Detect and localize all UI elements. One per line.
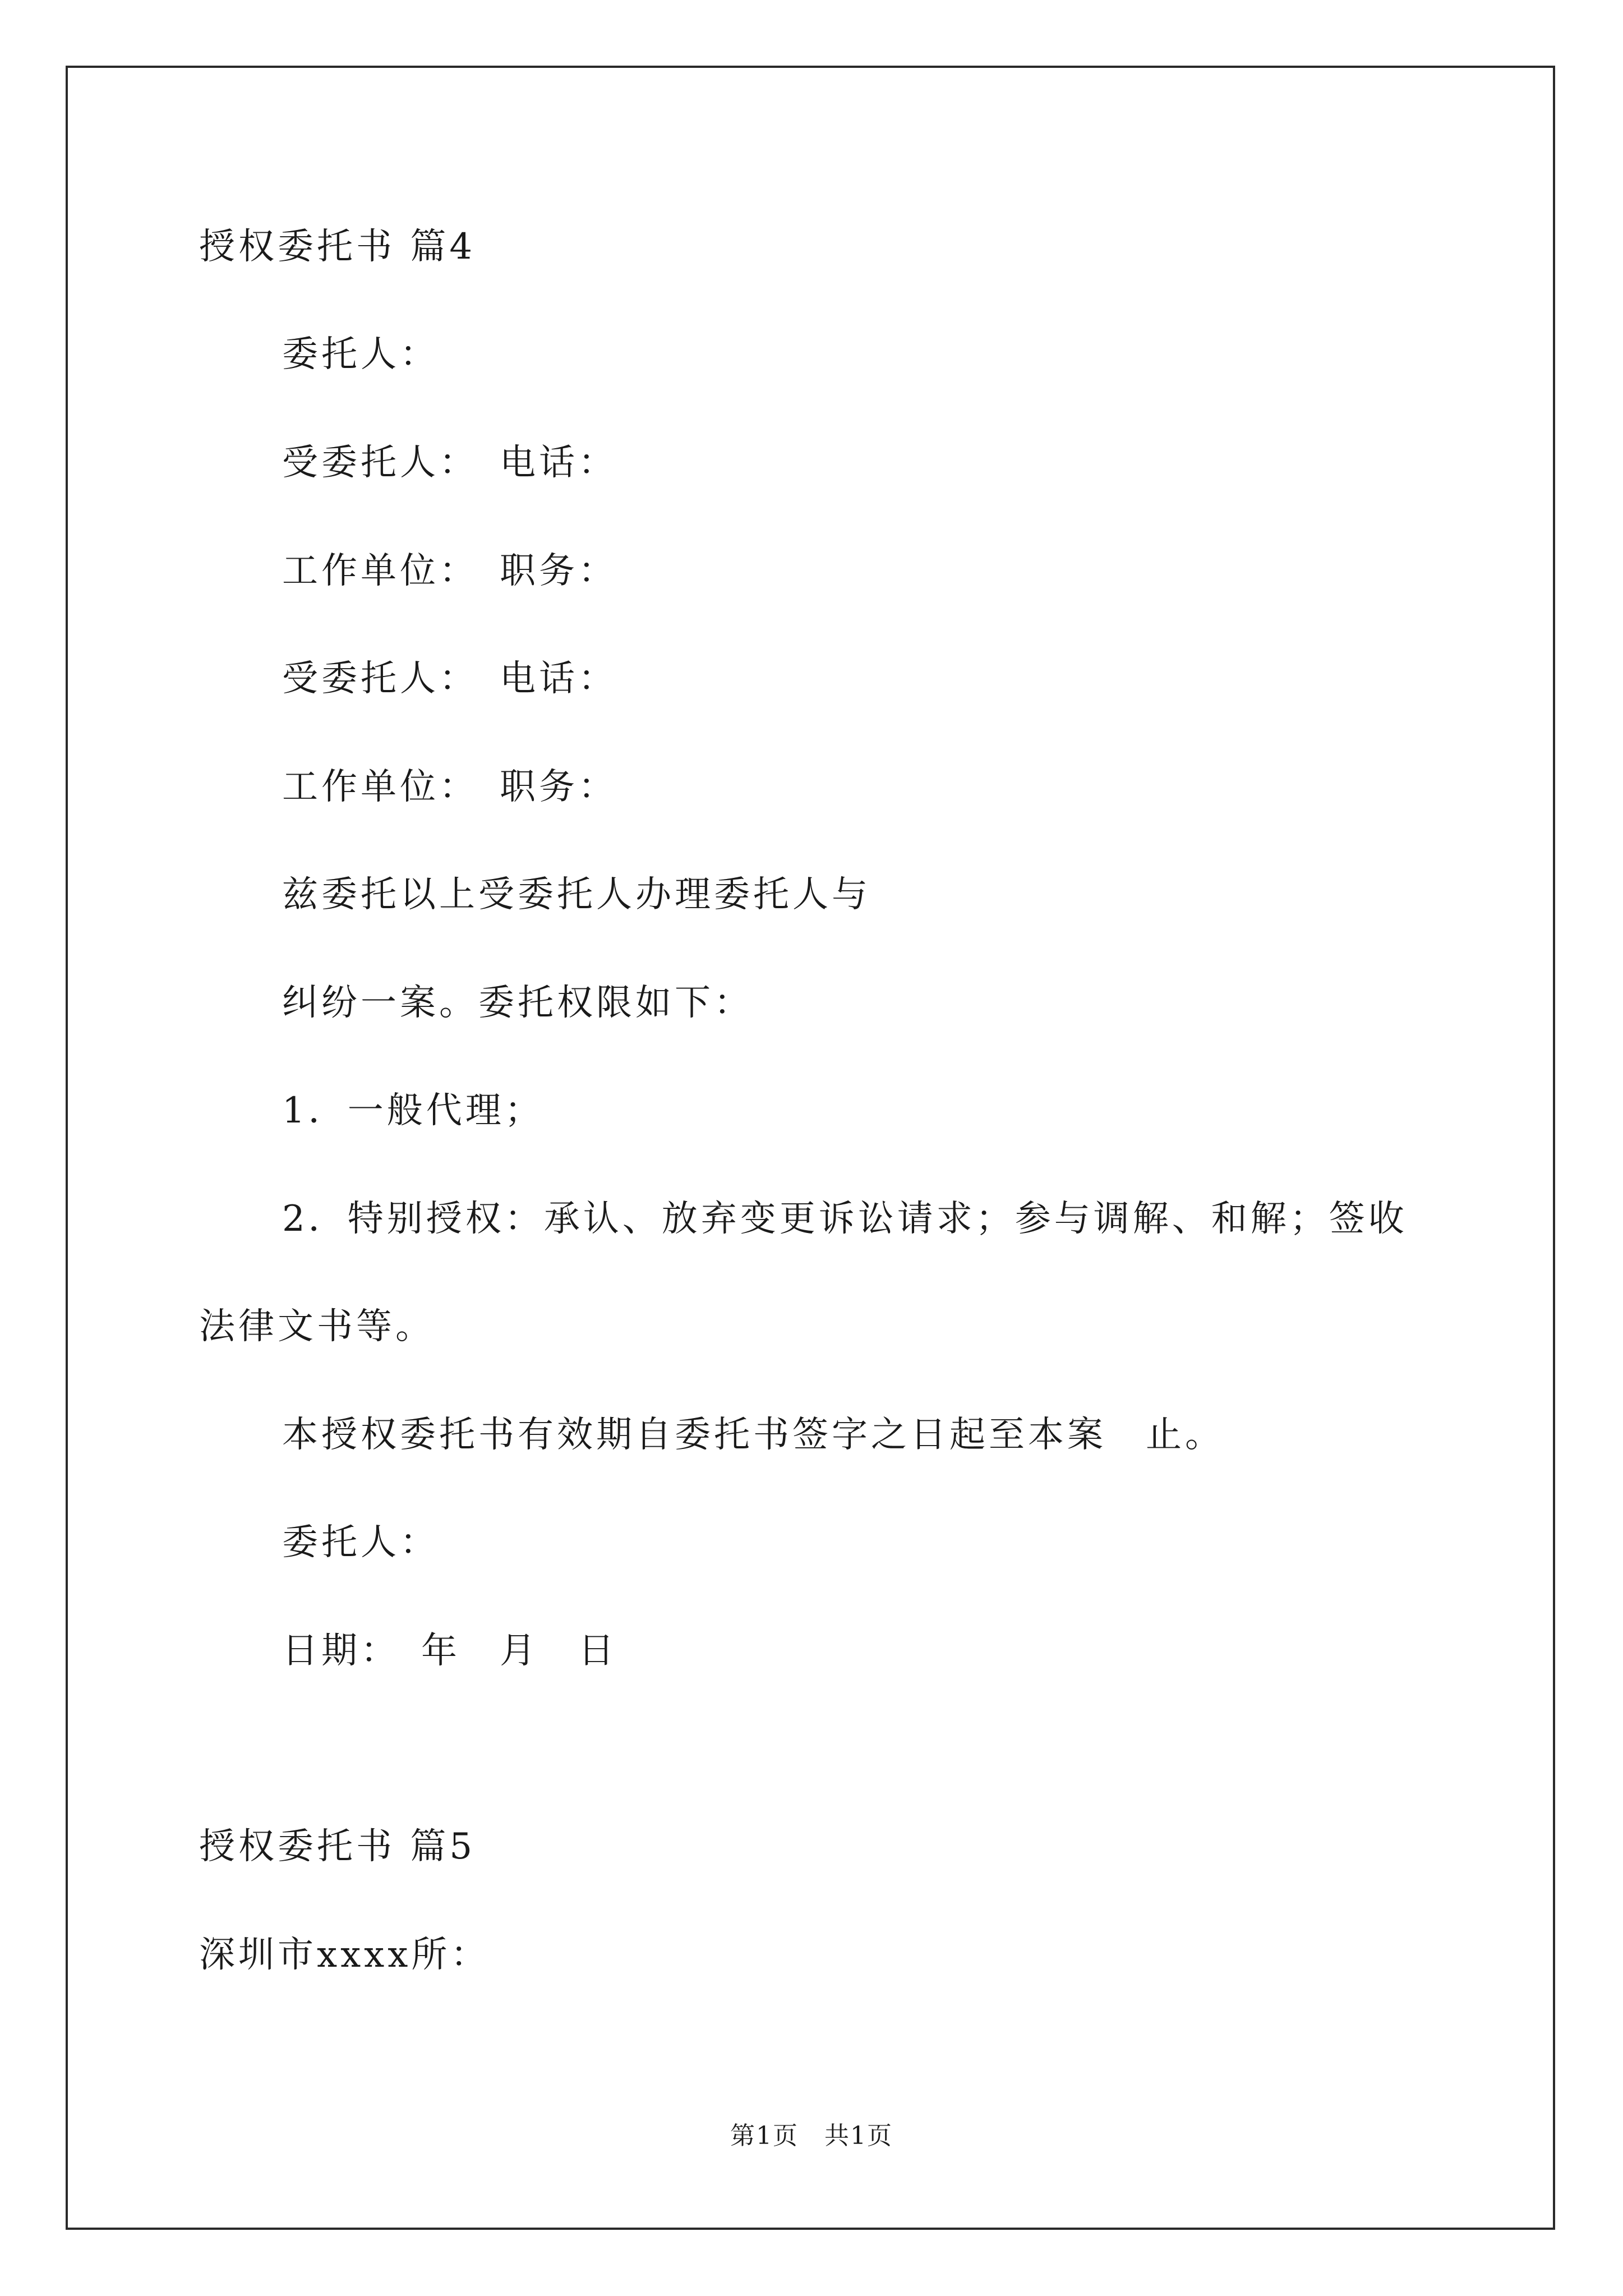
principal-label: 委托人： (282, 334, 439, 375)
work2-line: 工作单位： 职务： (282, 766, 617, 808)
signature-principal: 委托人： (282, 1522, 439, 1563)
page-footer: 第1页 共1页 (730, 2122, 893, 2150)
date-line: 日期： 年 月 日 (282, 1630, 617, 1672)
work1-line: 工作单位： 职务： (282, 550, 617, 592)
addressee-line: 深圳市xxxx所： (199, 1934, 490, 1976)
agent2-line: 受委托人： 电话： (282, 658, 617, 700)
authority-item-2-line-1: 2．特别授权：承认、放弃变更诉讼请求；参与调解、和解；签收 (282, 1198, 1408, 1240)
page-frame (66, 66, 1555, 2230)
section4-title: 授权委托书 篇4 (199, 226, 476, 268)
agent1-line: 受委托人： 电话： (282, 442, 617, 484)
validity-line: 本授权委托书有效期自委托书签字之日起至本案 止。 (282, 1414, 1224, 1456)
section5-title: 授权委托书 篇5 (199, 1826, 476, 1867)
authority-item-1: 1．一般代理； (282, 1090, 544, 1131)
entrust-line-2: 纠纷一案。委托权限如下： (282, 982, 753, 1024)
authority-item-2-line-2: 法律文书等。 (199, 1306, 435, 1347)
entrust-line-1: 兹委托以上受委托人办理委托人与 (282, 874, 871, 915)
